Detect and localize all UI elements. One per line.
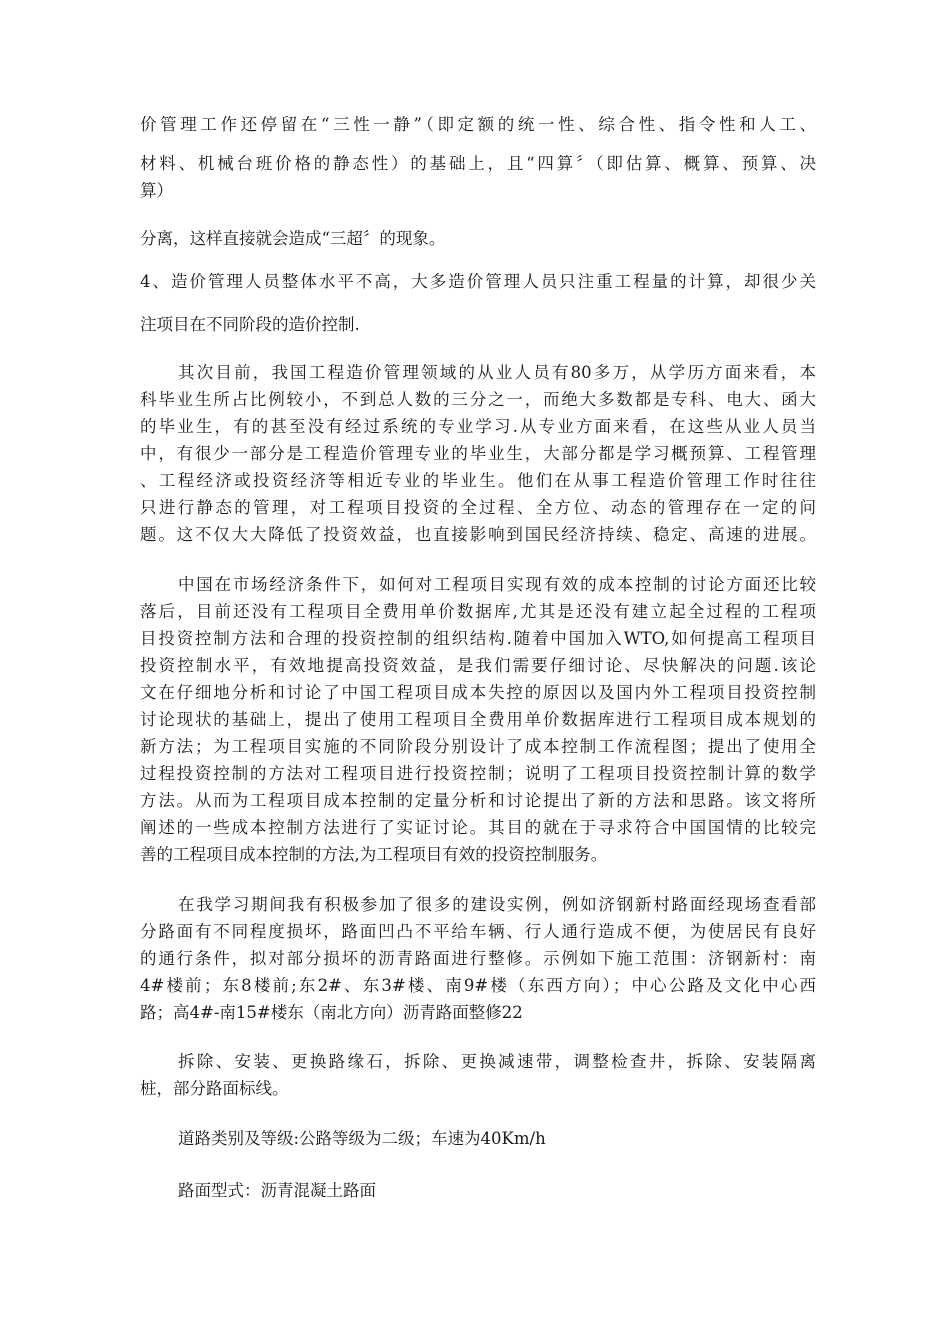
text-line: 落后，目前还没有工程项目全费用单价数据库,尤其是还没有建立起全过程的工程项 <box>140 602 816 621</box>
text-line: 其次目前，我国工程造价管理领域的从业人员有80多万，从学历方面来看，本 <box>178 363 816 382</box>
text-line: 分路面有不同程度损坏，路面凹凸不平给车辆、行人通行造成不便，为使居民有良好 <box>140 922 816 941</box>
text-line: 、工程经济或投资经济等相近专业的毕业生。他们在从事工程造价管理工作时往往 <box>140 471 816 490</box>
text-line: 科毕业生所占比例较小，不到总人数的三分之一，而绝大多数都是专科、电大、函大 <box>140 390 816 409</box>
text-line: 材料、机械台班价格的静态性）的基础上，且“四算〞（即估算、概算、预算、决 <box>140 154 816 173</box>
text-line: 只进行静态的管理，对工程项目投资的全过程、全方位、动态的管理存在一定的问 <box>140 498 816 517</box>
text-line: 题。这不仅大大降低了投资效益，也直接影响到国民经济持续、稳定、高速的进展。 <box>140 525 816 544</box>
text-line: 桩，部分路面标线。 <box>140 1079 289 1098</box>
text-line: 中国在市场经济条件下，如何对工程项目实现有效的成本控制的讨论方面还比较 <box>178 575 816 594</box>
text-line: 分离，这样直接就会造成“三超〞的现象。 <box>140 229 446 248</box>
text-line: 方法。从而为工程项目成本控制的定量分析和讨论提出了新的方法和思路。该文将所 <box>140 791 816 810</box>
text-line: 善的工程项目成本控制的方法,为工程项目有效的投资控制服务。 <box>140 845 608 864</box>
text-line: 注项目在不同阶段的造价控制. <box>140 315 360 334</box>
text-line: 的通行条件，拟对部分损坏的沥青路面进行整修。示例如下施工范围：济钢新村：南 <box>140 949 816 968</box>
text-line: 价管理工作还停留在“三性一静”（即定额的统一性、综合性、指令性和人工、 <box>140 115 816 134</box>
text-line: 路；高4#-南15#楼东（南北方向）沥青路面整修22 <box>140 1003 523 1022</box>
text-line: 新方法；为工程项目实施的不同阶段分别设计了成本控制工作流程图；提出了使用全 <box>140 737 816 756</box>
text-line: 投资控制水平，有效地提高投资效益，是我们需要仔细讨论、尽快解决的问题.该论 <box>140 656 816 675</box>
text-line: 在我学习期间我有积极参加了很多的建设实例，例如济钢新村路面经现场查看部 <box>178 895 816 914</box>
surface-type-line: 路面型式：沥青混凝土路面 <box>178 1181 376 1200</box>
text-line: 拆除、安装、更换路缘石，拆除、更换减速带，调整检查井，拆除、安装隔离 <box>178 1052 816 1071</box>
text-line: 中，有很少一部分是工程造价管理专业的毕业生，大部分都是学习概预算、工程管理 <box>140 444 816 463</box>
text-line: 4#楼前；东8楼前;东2#、东3#楼、南9#楼（东西方向）；中心公路及文化中心西 <box>140 976 816 995</box>
text-line: 讨论现状的基础上，提出了使用工程项目全费用单价数据库进行工程项目成本规划的 <box>140 710 816 729</box>
text-line: 目投资控制方法和合理的投资控制的组织结构.随着中国加入WTO,如何提高工程项目 <box>140 629 816 648</box>
text-line: 的毕业生，有的甚至没有经过系统的专业学习.从专业方面来看，在这些从业人员当 <box>140 417 816 436</box>
text-line: 阐述的一些成本控制方法进行了实证讨论。其目的就在于寻求符合中国国情的比较完 <box>140 818 816 837</box>
road-class-line: 道路类别及等级:公路等级为二级；车速为40Km/h <box>178 1129 546 1148</box>
text-line: 算） <box>140 181 173 200</box>
text-line: 过程投资控制的方法对工程项目进行投资控制；说明了工程项目投资控制计算的数学 <box>140 764 816 783</box>
text-line: 4、造价管理人员整体水平不高，大多造价管理人员只注重工程量的计算，却很少关 <box>140 272 816 291</box>
text-line: 文在仔细地分析和讨论了中国工程项目成本失控的原因以及国内外工程项目投资控制 <box>140 683 816 702</box>
